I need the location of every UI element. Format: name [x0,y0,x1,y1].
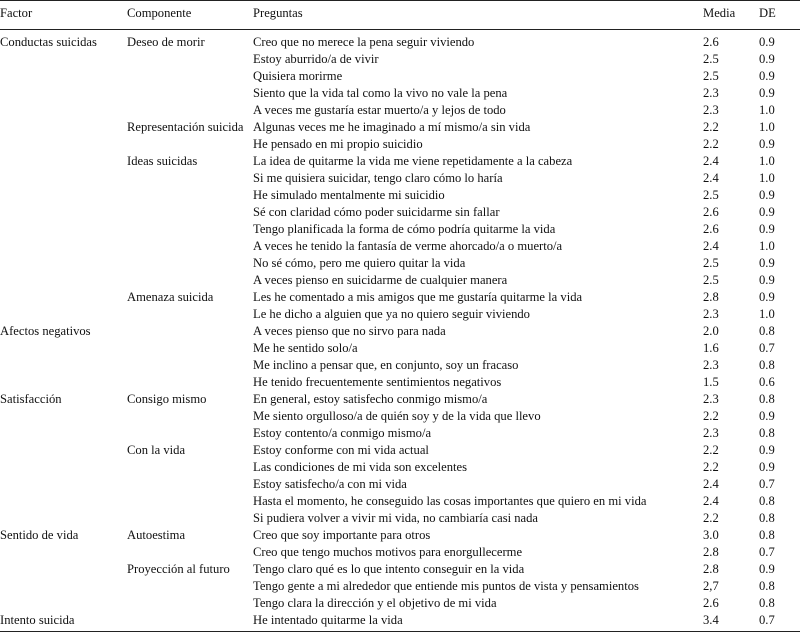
media-cell: 2.8 [703,545,719,559]
de-cell: 1.0 [759,103,775,117]
pregunta-cell: Le he dicho a alguien que ya no quiero seguir viviendo [253,307,530,321]
header-row [0,1,800,30]
componente-cell [127,136,253,153]
media-cell: 2.4 [703,154,719,168]
factor-cell: Afectos negativos [0,324,91,338]
table-row [0,391,800,408]
media-cell: 2.6 [703,596,719,610]
pregunta-cell: No sé cómo, pero me quiero quitar la vida [253,256,466,270]
componente-cell: Amenaza suicida [127,290,214,304]
media-cell: 1.6 [703,341,719,355]
componente-cell [127,425,253,442]
factor-cell [0,102,127,119]
table-row [0,306,800,323]
componente-cell [127,510,253,527]
pregunta-cell: Me inclino a pensar que, en conjunto, soy un fracaso [253,358,519,372]
media-cell: 2.3 [703,358,719,372]
de-cell: 1.0 [759,239,775,253]
factor-cell [0,119,127,136]
factor-cell [0,408,127,425]
media-cell: 2.5 [703,273,719,287]
componente-cell: Proyección al futuro [127,562,230,576]
table-row [0,476,800,493]
pregunta-cell: Me he sentido solo/a [253,341,358,355]
media-cell: 2.3 [703,307,719,321]
de-cell: 1.0 [759,120,775,134]
media-cell: 2.5 [703,256,719,270]
factor-cell [0,153,127,170]
header-factor: Factor [0,1,127,30]
componente-cell [127,204,253,221]
de-cell: 0.8 [759,358,775,372]
factor-cell [0,442,127,459]
media-cell: 2.4 [703,477,719,491]
table-row [0,221,800,238]
pregunta-cell: A veces he tenido la fantasía de verme ahorcado/a o muerto/a [253,239,563,253]
table-row [0,30,800,52]
table-row [0,408,800,425]
media-cell: 2,7 [703,579,719,593]
de-cell: 0.9 [759,460,775,474]
componente-cell [127,323,253,340]
de-cell: 0.7 [759,545,775,559]
de-cell: 0.9 [759,137,775,151]
componente-cell [127,544,253,561]
de-cell: 0.9 [759,35,775,49]
de-cell: 0.7 [759,477,775,491]
de-cell: 0.6 [759,375,775,389]
factor-cell [0,493,127,510]
table-row [0,357,800,374]
media-cell: 2.8 [703,290,719,304]
media-cell: 2.3 [703,86,719,100]
pregunta-cell: He pensado en mi propio suicidio [253,137,423,151]
pregunta-cell: Estoy conforme con mi vida actual [253,443,429,457]
de-cell: 0.7 [759,612,800,632]
de-cell: 0.8 [759,511,775,525]
pregunta-cell: Creo que no merece la pena seguir viviendo [253,35,475,49]
factor-cell [0,85,127,102]
componente-cell: Representación suicida [127,120,244,134]
factor-cell [0,595,127,612]
factor-cell: Satisfacción [0,392,62,406]
media-cell: 2.2 [703,409,719,423]
componente-cell [127,374,253,391]
de-cell: 0.8 [759,579,775,593]
media-cell: 2.2 [703,120,719,134]
componente-cell [127,493,253,510]
de-cell: 0.8 [759,392,775,406]
media-cell: 2.6 [703,35,719,49]
componente-cell [127,51,253,68]
componente-cell [127,612,253,632]
factor-cell [0,510,127,527]
factor-cell [0,476,127,493]
table-row [0,136,800,153]
factor-cell [0,544,127,561]
media-cell: 2.3 [703,103,719,117]
pregunta-cell: Algunas veces me he imaginado a mí mismo/a sin vida [253,120,531,134]
header-preguntas: Preguntas [253,1,703,30]
table-row [0,51,800,68]
pregunta-cell: Estoy satisfecho/a con mi vida [253,477,407,491]
media-cell: 1.5 [703,375,719,389]
componente-cell [127,170,253,187]
table-row [0,442,800,459]
factor-cell [0,221,127,238]
media-cell: 2.6 [703,222,719,236]
pregunta-cell: Las condiciones de mi vida son excelentes [253,460,468,474]
pregunta-cell: Hasta el momento, he conseguido las cosas importantes que quiero en mi vida [253,494,647,508]
pregunta-cell: Tengo claro qué es lo que intento conseguir en la vida [253,562,525,576]
pregunta-cell: Sé con claridad cómo poder suicidarme sin fallar [253,205,500,219]
table-row [0,187,800,204]
table-row [0,510,800,527]
media-cell: 2.5 [703,188,719,202]
pregunta-cell: La idea de quitarme la vida me viene repetidamente a la cabeza [253,154,573,168]
pregunta-cell: Me siento orgulloso/a de quién soy y de la vida que llevo [253,409,541,423]
table-row [0,255,800,272]
header-media: Media [703,1,759,30]
factor-cell [0,238,127,255]
table-row [0,561,800,578]
table-row [0,170,800,187]
pregunta-cell: A veces me gustaría estar muerto/a y lejos de todo [253,103,506,117]
componente-cell [127,459,253,476]
media-cell: 2.6 [703,205,719,219]
factor-cell: Conductas suicidas [0,35,97,49]
table-row [0,238,800,255]
media-cell: 2.5 [703,69,719,83]
pregunta-cell: Estoy contento/a conmigo mismo/a [253,426,432,440]
header-componente: Componente [127,1,253,30]
table-row [0,289,800,306]
table-row [0,340,800,357]
table-row [0,374,800,391]
media-cell: 2.3 [703,392,719,406]
de-cell: 0.9 [759,222,775,236]
factor-cell [0,340,127,357]
de-cell: 0.9 [759,69,775,83]
pregunta-cell: Si pudiera volver a vivir mi vida, no cambiaría casi nada [253,511,539,525]
media-cell: 2.4 [703,494,719,508]
table-row [0,323,800,340]
pregunta-cell: Tengo gente a mi alrededor que entiende mis puntos de vista y pensamientos [253,579,639,593]
media-cell: 2.8 [703,562,719,576]
componente-cell [127,408,253,425]
componente-cell [127,102,253,119]
de-cell: 0.9 [759,409,775,423]
de-cell: 1.0 [759,171,775,185]
factor-cell [0,561,127,578]
de-cell: 0.9 [759,443,775,457]
componente-cell [127,578,253,595]
media-cell: 2.3 [703,426,719,440]
table-row [0,578,800,595]
table-row [0,459,800,476]
factor-cell [0,204,127,221]
factor-cell [0,68,127,85]
de-cell: 0.9 [759,52,775,66]
pregunta-cell: He intentado quitarme la vida [253,612,703,632]
table-row [0,153,800,170]
factor-cell [0,425,127,442]
de-cell: 0.9 [759,205,775,219]
table-row [0,527,800,544]
media-cell: 2.0 [703,324,719,338]
componente-cell: Deseo de morir [127,35,205,49]
table-row [0,102,800,119]
header-de: DE [759,1,800,30]
pregunta-cell: Tengo clara la dirección y el objetivo de mi vida [253,596,497,610]
media-cell: 2.4 [703,171,719,185]
factor-cell [0,51,127,68]
componente-cell [127,68,253,85]
de-cell: 0.8 [759,324,775,338]
factor-cell [0,170,127,187]
table-row [0,595,800,612]
componente-cell: Autoestima [127,528,186,542]
pregunta-cell: Tengo planificada la forma de cómo podría quitarme la vida [253,222,556,236]
componente-cell [127,476,253,493]
de-cell: 1.0 [759,154,775,168]
componente-cell [127,595,253,612]
media-cell: 2.2 [703,137,719,151]
pregunta-cell: Si me quisiera suicidar, tengo claro cómo lo haría [253,171,503,185]
factor-cell [0,459,127,476]
factor-cell [0,136,127,153]
de-cell: 0.9 [759,562,775,576]
factor-cell [0,357,127,374]
pregunta-cell: En general, estoy satisfecho conmigo mismo/a [253,392,488,406]
factor-cell [0,578,127,595]
pregunta-cell: Creo que tengo muchos motivos para enorgullecerme [253,545,523,559]
pregunta-cell: He tenido frecuentemente sentimientos negativos [253,375,502,389]
de-cell: 0.9 [759,273,775,287]
factor-cell [0,272,127,289]
componente-cell [127,357,253,374]
componente-cell [127,238,253,255]
de-cell: 1.0 [759,307,775,321]
factor-cell [0,255,127,272]
componente-cell: Ideas suicidas [127,154,198,168]
pregunta-cell: A veces pienso en suicidarme de cualquier manera [253,273,508,287]
pregunta-cell: Quisiera morirme [253,69,343,83]
media-cell: 2.5 [703,52,719,66]
de-cell: 0.9 [759,290,775,304]
pregunta-cell: Creo que soy importante para otros [253,528,431,542]
componente-cell [127,272,253,289]
table-row [0,612,800,632]
componente-cell [127,255,253,272]
de-cell: 0.8 [759,528,775,542]
media-cell: 2.2 [703,460,719,474]
pregunta-cell: He simulado mentalmente mi suicidio [253,188,445,202]
factor-cell: Sentido de vida [0,528,79,542]
pregunta-cell: Siento que la vida tal como la vivo no vale la pena [253,86,508,100]
table-row [0,544,800,561]
componente-cell [127,306,253,323]
media-cell: 3.4 [703,612,759,632]
pregunta-cell: A veces pienso que no sirvo para nada [253,324,446,338]
media-cell: 2.2 [703,511,719,525]
pregunta-cell: Les he comentado a mis amigos que me gustaría quitarme la vida [253,290,583,304]
de-cell: 0.7 [759,341,775,355]
table-body [0,30,800,632]
table-row [0,68,800,85]
de-cell: 0.9 [759,256,775,270]
componente-cell [127,221,253,238]
media-cell: 2.4 [703,239,719,253]
table-row [0,204,800,221]
factor-cell [0,187,127,204]
factor-cell [0,374,127,391]
factor-cell: Intento suicida [0,612,127,632]
componente-cell [127,85,253,102]
componente-cell [127,187,253,204]
de-cell: 0.9 [759,86,775,100]
table-row [0,425,800,442]
media-cell: 2.2 [703,443,719,457]
de-cell: 0.8 [759,596,775,610]
table-row [0,493,800,510]
de-cell: 0.9 [759,188,775,202]
de-cell: 0.8 [759,494,775,508]
componente-cell: Consigo mismo [127,392,207,406]
table-row [0,119,800,136]
componente-cell [127,340,253,357]
pregunta-cell: Estoy aburrido/a de vivir [253,52,379,66]
de-cell: 0.8 [759,426,775,440]
table-row [0,272,800,289]
table-row [0,85,800,102]
media-cell: 3.0 [703,528,719,542]
componente-cell: Con la vida [127,443,186,457]
factor-cell [0,289,127,306]
factor-cell [0,306,127,323]
